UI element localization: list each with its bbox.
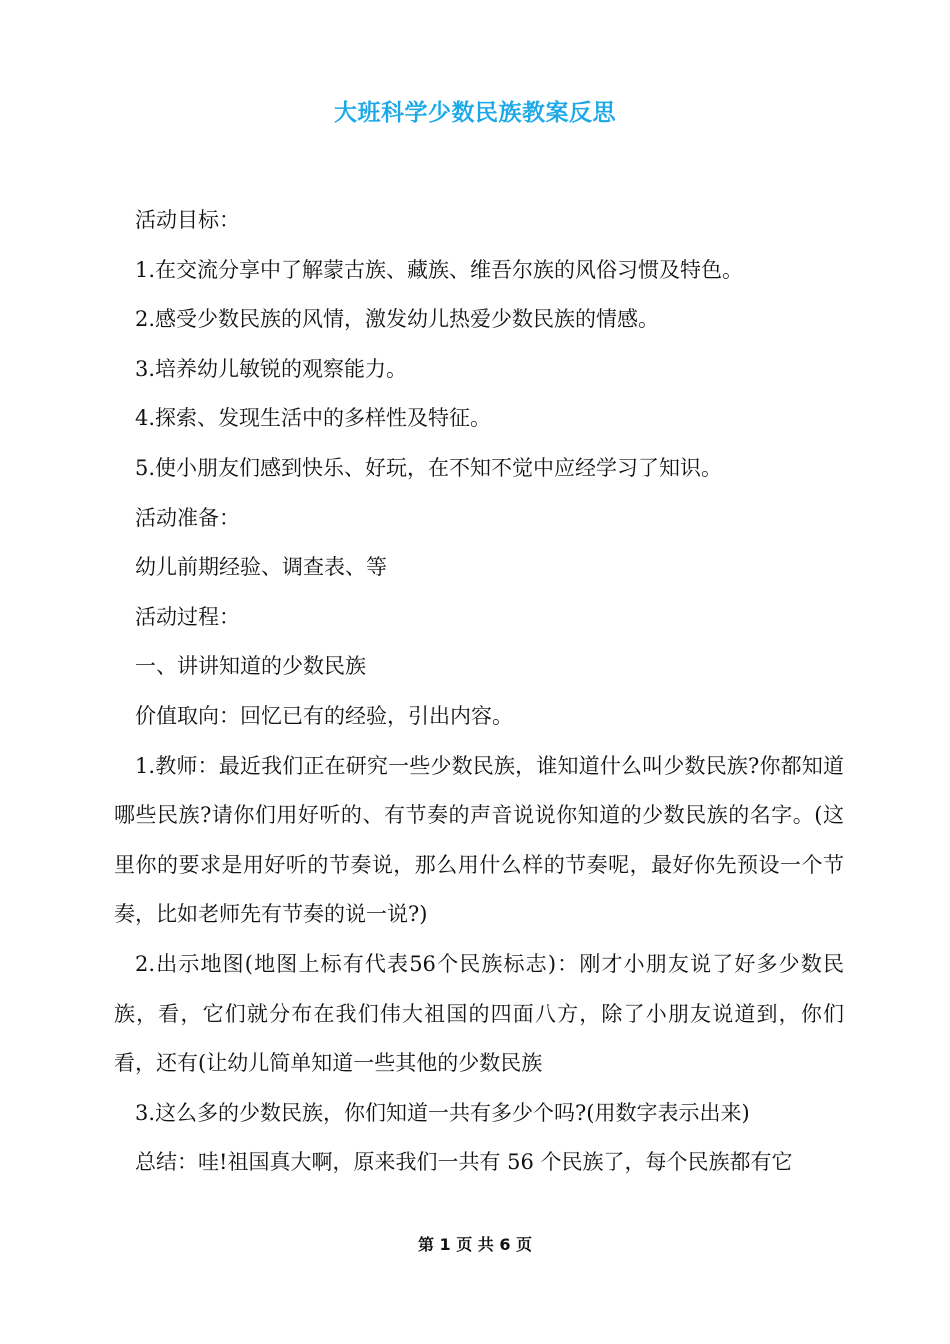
paragraph: 3.这么多的少数民族，你们知道一共有多少个吗?(用数字表示出来)	[135, 1100, 750, 1125]
paragraph: 3.培养幼儿敏锐的观察能力。	[135, 356, 408, 381]
paragraph: 2.出示地图(地图上标有代表56个民族标志)：刚才小朋友说了好多少数民族，看，它们就分布在我们伟大祖国的四面八方，除了小朋友说道到，你们看，还有(让幼儿简单知道一些其他的少数民族	[114, 951, 844, 1076]
paragraph: 活动过程：	[135, 604, 240, 629]
paragraph: 活动准备：	[135, 505, 240, 530]
document-title: 大班科学少数民族教案反思	[334, 100, 616, 126]
document-body	[114, 196, 844, 1188]
paragraph: 5.使小朋友们感到快乐、好玩，在不知不觉中应经学习了知识。	[135, 455, 723, 480]
paragraph: 4.探索、发现生活中的多样性及特征。	[135, 406, 492, 431]
page-footer: 第 1 页 共 6 页	[417, 1235, 533, 1254]
paragraph: 幼儿前期经验、调查表、等	[135, 555, 387, 580]
paragraph: 活动目标：	[135, 208, 240, 232]
paragraph: 价值取向：回忆已有的经验，引出内容。	[135, 703, 513, 728]
paragraph: 总结：哇!祖国真大啊，原来我们一共有 56 个民族了，每个民族都有它	[135, 1150, 793, 1175]
paragraph: 一、讲讲知道的少数民族	[135, 654, 366, 679]
paragraph: 1.教师：最近我们正在研究一些少数民族，谁知道什么叫少数民族?你都知道哪些民族?请你们用好听的、有节奏的声音说说你知道的少数民族的名字。(这里你的要求是用好听的节奏说，那么用什么样的节奏呢，最好你先预设一个节奏，比如老师先有节奏的说一说?)	[114, 753, 844, 927]
paragraph: 1.在交流分享中了解蒙古族、藏族、维吾尔族的风俗习惯及特色。	[135, 257, 744, 282]
paragraph: 2.感受少数民族的风情，激发幼儿热爱少数民族的情感。	[135, 307, 660, 332]
